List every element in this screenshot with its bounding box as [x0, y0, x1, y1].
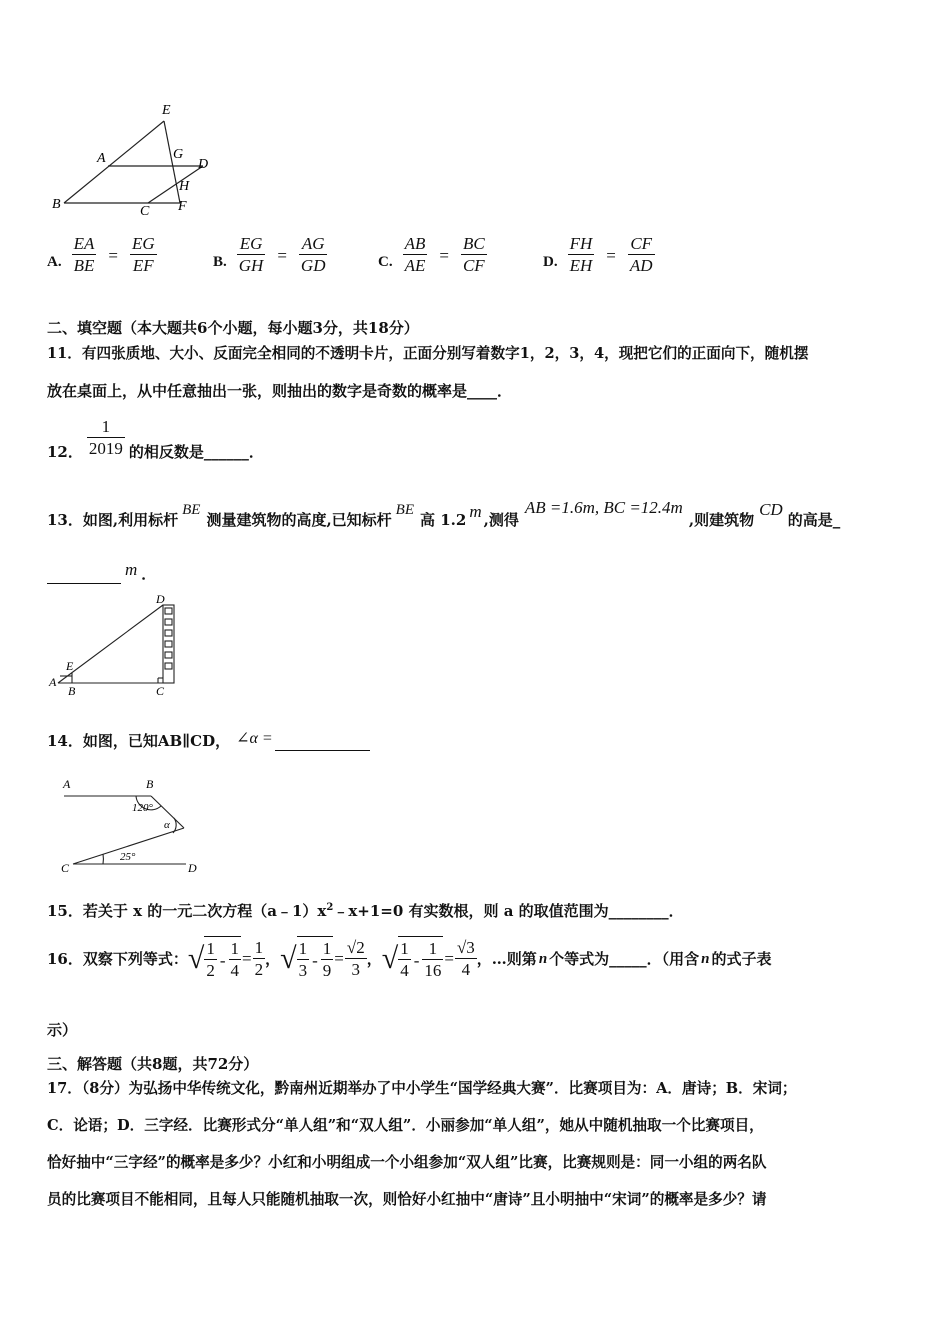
figure-triangle-parallel — [48, 98, 218, 220]
option-letter: B. — [213, 254, 227, 270]
label-G: G — [173, 147, 184, 162]
q13-answer-blank[interactable] — [47, 566, 121, 584]
q12-fraction: $\frac{1}{2019}$ — [88, 416, 123, 458]
label-D: D — [188, 861, 197, 875]
fraction: $\frac{AG}{GD}$ — [300, 234, 326, 275]
q12-num: 12． — [47, 443, 83, 461]
option-d[interactable]: D. $\frac{FH}{EH}$ = $\frac{CF}{AD}$ — [543, 234, 653, 275]
option-letter: D. — [543, 254, 558, 270]
q16-eq3-sqrt: √ $\frac{1}{4}$ - $\frac{1}{16}$ — [382, 936, 444, 982]
q14: 14．如图，已知AB∥CD， ∠α = — [47, 729, 370, 751]
label-B: B — [52, 197, 61, 212]
q13-line2: m ． — [47, 560, 156, 584]
option-letter: A. — [47, 254, 62, 270]
q15: 15．若关于 x 的一元二次方程$(a﹣1)x^2﹣x+1=0$ 有实数根，则 a 的取值范围为________． — [47, 902, 684, 920]
fraction: $\frac{FH}{EH}$ — [569, 234, 593, 275]
fraction: $\frac{EG}{GH}$ — [238, 234, 264, 275]
option-a[interactable]: A. $\frac{EA}{BE}$ = $\frac{EG}{EF}$ — [47, 234, 155, 275]
section-2-title: 二、填空题（本大题共6个小题，每小题3分，共18分） — [47, 319, 419, 337]
q17-line4: 员的比赛项目不能相同，且每人只能随机抽取一次，则恰好小红抽中“唐诗”且小明抽中“宋词”的概率是多少？请 — [47, 1191, 767, 1208]
q13-be2: BE — [395, 502, 414, 518]
q16-line2: 示） — [47, 1021, 78, 1039]
label-H: H — [179, 179, 190, 194]
label-B: B — [146, 777, 154, 791]
figure-parallel-angles — [56, 776, 206, 878]
label-E: E — [66, 659, 74, 673]
label-D: D — [156, 592, 165, 606]
q12-text: 的相反数是______． — [128, 443, 264, 461]
q11-line2: 放在桌面上，从中任意抽出一张，则抽出的数字是奇数的概率是____． — [47, 382, 513, 400]
option-c[interactable]: C. $\frac{AB}{AE}$ = $\frac{BC}{CF}$ — [378, 234, 485, 275]
fraction: $\frac{EG}{EF}$ — [131, 234, 155, 275]
label-D: D — [198, 157, 209, 172]
q13-be1: BE — [182, 502, 201, 518]
fraction: $\frac{CF}{AD}$ — [629, 234, 653, 275]
fraction: $\frac{AB}{AE}$ — [404, 234, 426, 275]
fraction: $\frac{EA}{BE}$ — [73, 234, 95, 275]
label-C: C — [140, 204, 150, 219]
q13-line1: 13．如图,利用标杆 BE 测量建筑物的高度,已知标杆 BE 高 1.2 m ,测得 AB =1.6m, BC =12.4m ,则建筑物 CD 的高是_ — [47, 498, 841, 529]
q12 — [47, 414, 264, 462]
option-letter: C. — [378, 254, 393, 270]
q14-angle: ∠α = — [236, 730, 273, 747]
label-A: A — [97, 151, 106, 166]
q16: 16．双察下列等式： √ $\frac{1}{2}$ - $\frac{1}{4}$ = $\frac{1}{2}$ ， √ $\frac{1}{3}$ - $\frac{1}{9}$ = $\frac{√2}{3}$ ， √ $\frac{1}{4}$ - $\frac{1}{16}$ = $\frac{√3}{4}$ ，…则第 n 个等式为_____．（用含 n 的式子表 — [47, 937, 772, 980]
q14-answer-blank[interactable] — [275, 733, 370, 751]
label-A: A — [63, 777, 71, 791]
q16-eq2-sqrt: √ $\frac{1}{3}$ - $\frac{1}{9}$ — [280, 936, 333, 982]
label-angle-25: 25° — [120, 851, 136, 863]
label-C: C — [156, 684, 165, 698]
label-C: C — [61, 861, 70, 875]
label-B: B — [68, 684, 76, 698]
figure-building-measure — [46, 592, 196, 698]
fraction: $\frac{BC}{CF}$ — [462, 234, 485, 275]
label-E: E — [162, 103, 171, 118]
section-3-title: 三、解答题（共8题，共72分） — [47, 1055, 259, 1073]
label-A: A — [49, 675, 57, 689]
q17-line1: 17．（8分）为弘扬中华传统文化，黔南州近期举办了中小学生“国学经典大赛”．比赛项目为：A．唐诗；B．宋词； — [47, 1080, 797, 1097]
q17-line3: 恰好抽中“三字经”的概率是多少？小红和小明组成一个小组参加“双人组”比赛，比赛规则是：同一小组的两名队 — [47, 1154, 767, 1171]
q13-cd: CD — [759, 500, 783, 519]
q11-line1: 11．有四张质地、大小、反面完全相同的不透明卡片，正面分别写着数字1，2，3，4，现把它们的正面向下，随机摆 — [47, 345, 809, 362]
q13-m1: m — [469, 502, 482, 521]
label-angle-120: 120° — [132, 802, 153, 814]
label-F: F — [178, 199, 187, 214]
option-b[interactable]: B. $\frac{EG}{GH}$ = $\frac{AG}{GD}$ — [213, 234, 326, 275]
q17-line2: C．论语；D．三字经．比赛形式分“单人组”和“双人组”．小丽参加“单人组”，她从中随机抽取一个比赛项目， — [47, 1117, 764, 1134]
q16-eq1-sqrt: √ $\frac{1}{2}$ - $\frac{1}{4}$ — [188, 936, 241, 982]
label-alpha: α — [164, 819, 170, 831]
q13-measure: AB =1.6m, BC =12.4m — [524, 498, 683, 517]
